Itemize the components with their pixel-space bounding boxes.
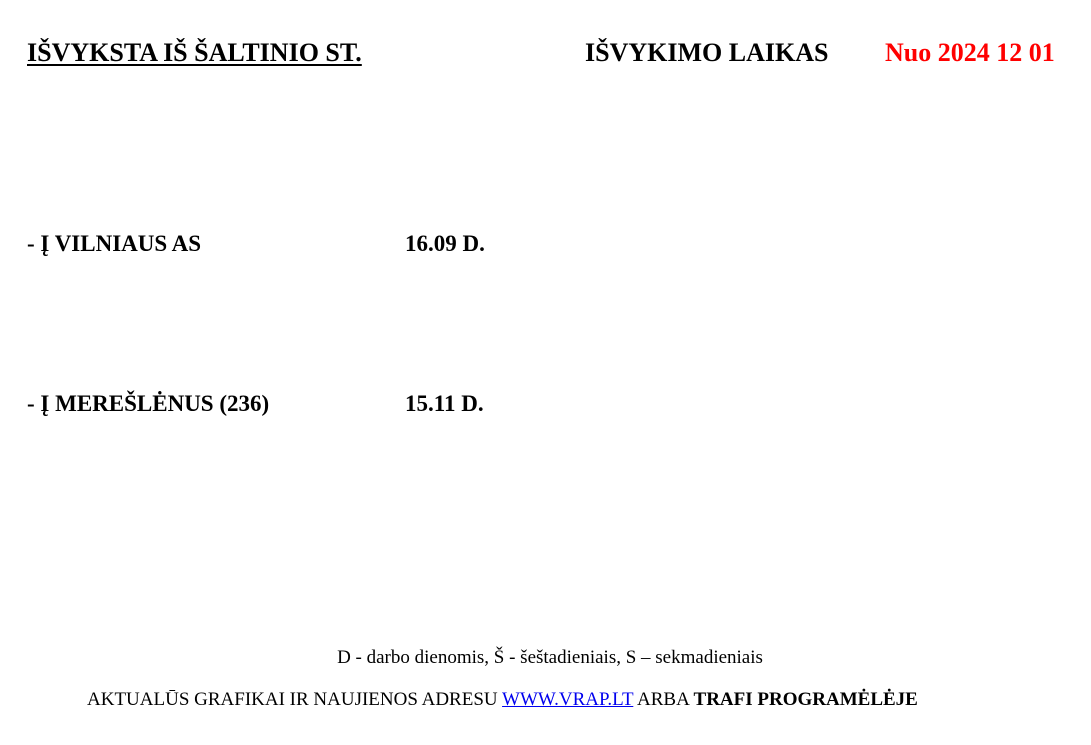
route-time-mereslenai: 15.11 D.: [405, 391, 484, 416]
page-title: IŠVYKSTA IŠ ŠALTINIO ST.: [27, 38, 362, 67]
valid-from-date: Nuo 2024 12 01: [885, 38, 1055, 67]
footer-middle: ARBA: [637, 689, 689, 710]
footer-note: [87, 689, 918, 711]
day-legend: D - darbo dienomis, Š - šeštadieniais, S – sekmadieniais: [337, 647, 763, 668]
trafi-app-text: TRAFI PROGRAMĖLĖJE: [693, 689, 918, 710]
departure-time-heading: IŠVYKIMO LAIKAS: [585, 38, 829, 67]
footer-prefix: AKTUALŪS GRAFIKAI IR NAUJIENOS ADRESU: [87, 689, 498, 710]
route-destination-vilnius: - Į VILNIAUS AS: [27, 231, 202, 256]
route-destination-mereslenai: - Į MEREŠLĖNUS (236): [27, 391, 270, 416]
website-link[interactable]: WWW.VRAP.LT: [502, 689, 634, 710]
route-time-vilnius: 16.09 D.: [405, 231, 485, 256]
